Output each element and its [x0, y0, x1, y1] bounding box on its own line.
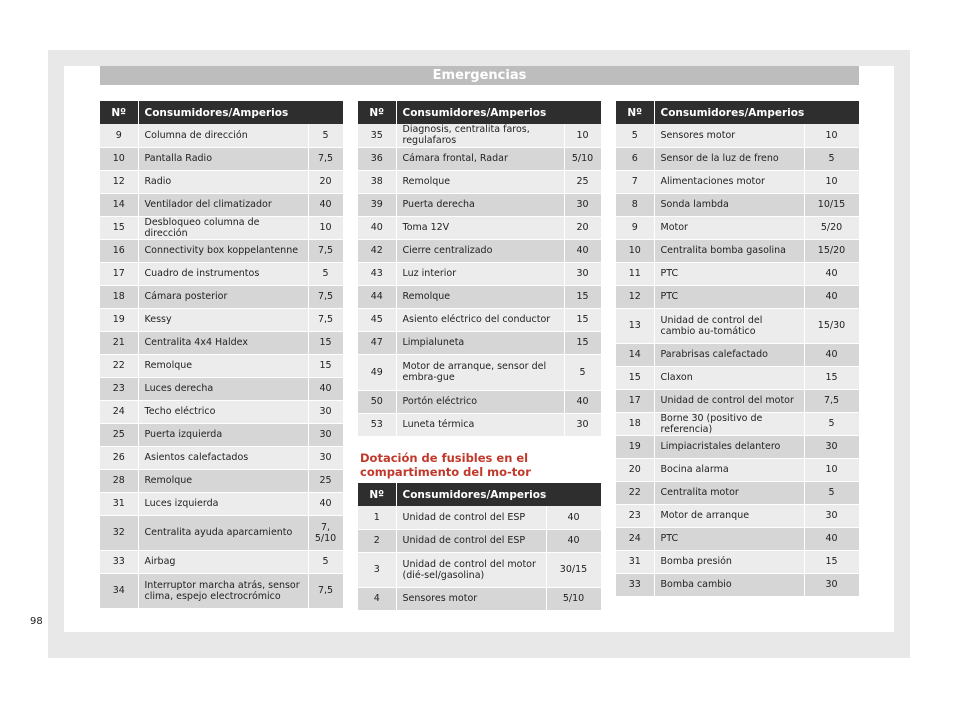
table-row	[100, 147, 343, 170]
amperage: 30	[564, 262, 601, 285]
amperage: 5/10	[564, 147, 601, 170]
col-header-num: Nº	[100, 101, 138, 124]
fuse-number: 12	[616, 285, 654, 308]
consumer-name: Remolque	[396, 170, 564, 193]
table-row	[358, 552, 601, 587]
amperage: 40	[546, 506, 601, 529]
fuse-number: 17	[100, 262, 138, 285]
table-row	[616, 573, 859, 596]
table-row	[358, 193, 601, 216]
consumer-name: Columna de dirección	[138, 124, 308, 147]
amperage: 30	[308, 423, 343, 446]
fuse-number: 24	[100, 400, 138, 423]
consumer-name: PTC	[654, 527, 804, 550]
amperage: 10	[804, 458, 859, 481]
fuse-number: 32	[100, 515, 138, 550]
amperage: 30	[564, 193, 601, 216]
amperage: 15	[564, 331, 601, 354]
table-row	[358, 147, 601, 170]
fuse-number: 8	[616, 193, 654, 216]
table-row	[616, 124, 859, 147]
amperage: 10	[308, 216, 343, 239]
fuse-number: 39	[358, 193, 396, 216]
fuse-table-3	[358, 483, 602, 611]
amperage: 40	[804, 285, 859, 308]
consumer-name: Unidad de control del motor (dié-sel/gasolina)	[396, 552, 546, 587]
fuse-number: 49	[358, 354, 396, 390]
fuse-number: 10	[616, 239, 654, 262]
amperage: 40	[804, 262, 859, 285]
amperage: 15	[308, 354, 343, 377]
page-number: 98	[30, 616, 43, 627]
consumer-name: Limpiacristales delantero	[654, 435, 804, 458]
table-row	[358, 354, 601, 390]
consumer-name: Puerta izquierda	[138, 423, 308, 446]
table-row	[358, 331, 601, 354]
consumer-name: Sensores motor	[396, 587, 546, 610]
table-row	[100, 573, 343, 608]
amperage: 7,5	[308, 147, 343, 170]
col-header-num: Nº	[616, 101, 654, 124]
amperage: 15/20	[804, 239, 859, 262]
fuse-table-1	[100, 101, 344, 609]
table-row	[100, 469, 343, 492]
table-row	[358, 124, 601, 147]
consumer-name: Diagnosis, centralita faros, regulafaros	[396, 124, 564, 147]
amperage: 30	[308, 446, 343, 469]
fuse-number: 36	[358, 147, 396, 170]
table-row	[616, 216, 859, 239]
table-row	[358, 587, 601, 610]
consumer-name: Remolque	[396, 285, 564, 308]
amperage: 30	[804, 573, 859, 596]
amperage: 15/30	[804, 308, 859, 343]
fuse-number: 34	[100, 573, 138, 608]
table-row	[100, 170, 343, 193]
fuse-number: 38	[358, 170, 396, 193]
consumer-name: Centralita bomba gasolina	[654, 239, 804, 262]
amperage: 15	[564, 308, 601, 331]
amperage: 5	[804, 147, 859, 170]
table-row	[100, 446, 343, 469]
amperage: 5	[308, 550, 343, 573]
consumer-name: Centralita ayuda aparcamiento	[138, 515, 308, 550]
col-header-num: Nº	[358, 101, 396, 124]
table-row	[358, 285, 601, 308]
amperage: 40	[308, 377, 343, 400]
consumer-name: Unidad de control del cambio au-tomático	[654, 308, 804, 343]
fuse-number: 18	[616, 412, 654, 435]
amperage: 5/10	[546, 587, 601, 610]
amperage: 30	[564, 413, 601, 436]
consumer-name: Limpialuneta	[396, 331, 564, 354]
table-row	[358, 216, 601, 239]
table-row	[100, 492, 343, 515]
fuse-number: 17	[616, 389, 654, 412]
fuse-number: 22	[616, 481, 654, 504]
consumer-name: Centralita motor	[654, 481, 804, 504]
fuse-number: 33	[616, 573, 654, 596]
table-row	[358, 239, 601, 262]
table-row	[616, 504, 859, 527]
table-row	[616, 193, 859, 216]
amperage: 7, 5/10	[308, 515, 343, 550]
consumer-name: Cierre centralizado	[396, 239, 564, 262]
fuse-number: 23	[100, 377, 138, 400]
consumer-name: Luneta térmica	[396, 413, 564, 436]
fuse-table-4	[616, 101, 860, 597]
table-row	[100, 550, 343, 573]
consumer-name: Motor	[654, 216, 804, 239]
table-row	[100, 193, 343, 216]
table-row	[358, 529, 601, 552]
fuse-number: 43	[358, 262, 396, 285]
consumer-name: Asientos calefactados	[138, 446, 308, 469]
fuse-number: 47	[358, 331, 396, 354]
amperage: 15	[564, 285, 601, 308]
amperage: 40	[546, 529, 601, 552]
fuse-number: 25	[100, 423, 138, 446]
consumer-name: Luces derecha	[138, 377, 308, 400]
amperage: 25	[564, 170, 601, 193]
amperage: 10/15	[804, 193, 859, 216]
amperage: 7,5	[308, 308, 343, 331]
table-row	[100, 423, 343, 446]
fuse-number: 14	[616, 343, 654, 366]
table-row	[616, 366, 859, 389]
table-row	[100, 377, 343, 400]
amperage: 30	[308, 400, 343, 423]
fuse-number: 1	[358, 506, 396, 529]
fuse-number: 28	[100, 469, 138, 492]
fuse-number: 11	[616, 262, 654, 285]
fuse-number: 5	[616, 124, 654, 147]
consumer-name: Kessy	[138, 308, 308, 331]
table-row	[100, 239, 343, 262]
fuse-number: 14	[100, 193, 138, 216]
table-row	[616, 343, 859, 366]
consumer-name: Techo eléctrico	[138, 400, 308, 423]
consumer-name: Sensores motor	[654, 124, 804, 147]
amperage: 5	[308, 124, 343, 147]
col-header-consumer: Consumidores/Amperios	[396, 101, 601, 124]
fuse-number: 50	[358, 390, 396, 413]
consumer-name: Unidad de control del ESP	[396, 529, 546, 552]
fuse-number: 3	[358, 552, 396, 587]
amperage: 20	[564, 216, 601, 239]
consumer-name: Connectivity box koppelantenne	[138, 239, 308, 262]
amperage: 15	[804, 550, 859, 573]
fuse-number: 23	[616, 504, 654, 527]
amperage: 30	[804, 435, 859, 458]
consumer-name: Portón eléctrico	[396, 390, 564, 413]
fuse-number: 31	[100, 492, 138, 515]
amperage: 5	[564, 354, 601, 390]
amperage: 40	[308, 193, 343, 216]
col-header-consumer: Consumidores/Amperios	[138, 101, 343, 124]
consumer-name: PTC	[654, 285, 804, 308]
col-header-num: Nº	[358, 483, 396, 506]
fuse-number: 31	[616, 550, 654, 573]
consumer-name: Parabrisas calefactado	[654, 343, 804, 366]
table-row	[616, 239, 859, 262]
table-row	[100, 308, 343, 331]
amperage: 5	[804, 481, 859, 504]
fuse-number: 44	[358, 285, 396, 308]
table-row	[616, 435, 859, 458]
table-row	[100, 331, 343, 354]
table-row	[358, 170, 601, 193]
table-row	[616, 262, 859, 285]
fuse-number: 15	[616, 366, 654, 389]
table-row	[616, 412, 859, 435]
fuse-table-2	[358, 101, 602, 437]
amperage: 7,5	[804, 389, 859, 412]
consumer-name: PTC	[654, 262, 804, 285]
consumer-name: Centralita 4x4 Haldex	[138, 331, 308, 354]
amperage: 10	[564, 124, 601, 147]
table-row	[616, 389, 859, 412]
fuse-number: 45	[358, 308, 396, 331]
fuse-number: 9	[616, 216, 654, 239]
amperage: 30	[804, 504, 859, 527]
amperage: 15	[804, 366, 859, 389]
consumer-name: Motor de arranque, sensor del embra-gue	[396, 354, 564, 390]
amperage: 15	[308, 331, 343, 354]
consumer-name: Unidad de control del ESP	[396, 506, 546, 529]
fuse-number: 4	[358, 587, 396, 610]
amperage: 40	[308, 492, 343, 515]
fuse-number: 12	[100, 170, 138, 193]
consumer-name: Unidad de control del motor	[654, 389, 804, 412]
consumer-name: Airbag	[138, 550, 308, 573]
consumer-name: Desbloqueo columna de dirección	[138, 216, 308, 239]
col-header-consumer: Consumidores/Amperios	[396, 483, 601, 506]
amperage: 10	[804, 124, 859, 147]
amperage: 5	[308, 262, 343, 285]
consumer-name: Bocina alarma	[654, 458, 804, 481]
table-row	[616, 481, 859, 504]
amperage: 25	[308, 469, 343, 492]
table-row	[100, 124, 343, 147]
fuse-number: 42	[358, 239, 396, 262]
amperage: 30/15	[546, 552, 601, 587]
consumer-name: Pantalla Radio	[138, 147, 308, 170]
table-row	[616, 285, 859, 308]
amperage: 7,5	[308, 285, 343, 308]
consumer-name: Luces izquierda	[138, 492, 308, 515]
fuse-number: 18	[100, 285, 138, 308]
table-row	[100, 216, 343, 239]
consumer-name: Interruptor marcha atrás, sensor clima, espejo electrocrómico	[138, 573, 308, 608]
fuse-number: 9	[100, 124, 138, 147]
amperage: 10	[804, 170, 859, 193]
consumer-name: Claxon	[654, 366, 804, 389]
fuse-number: 35	[358, 124, 396, 147]
amperage: 20	[308, 170, 343, 193]
amperage: 40	[804, 527, 859, 550]
fuse-number: 53	[358, 413, 396, 436]
amperage: 40	[564, 390, 601, 413]
amperage: 5/20	[804, 216, 859, 239]
amperage: 7,5	[308, 239, 343, 262]
table-row	[616, 147, 859, 170]
amperage: 7,5	[308, 573, 343, 608]
section-header: Emergencias	[100, 66, 859, 85]
fuse-number: 16	[100, 239, 138, 262]
consumer-name: Cámara frontal, Radar	[396, 147, 564, 170]
consumer-name: Asiento eléctrico del conductor	[396, 308, 564, 331]
fuse-number: 20	[616, 458, 654, 481]
consumer-name: Ventilador del climatizador	[138, 193, 308, 216]
consumer-name: Luz interior	[396, 262, 564, 285]
consumer-name: Sonda lambda	[654, 193, 804, 216]
table-row	[100, 285, 343, 308]
table-row	[100, 262, 343, 285]
table-row	[358, 262, 601, 285]
fuse-number: 15	[100, 216, 138, 239]
fuse-number: 22	[100, 354, 138, 377]
amperage: 40	[804, 343, 859, 366]
table-row	[100, 400, 343, 423]
amperage: 5	[804, 412, 859, 435]
table-row	[358, 506, 601, 529]
table-row	[358, 390, 601, 413]
table-row	[616, 308, 859, 343]
fuse-number: 26	[100, 446, 138, 469]
table-row	[358, 308, 601, 331]
fuse-number: 33	[100, 550, 138, 573]
consumer-name: Motor de arranque	[654, 504, 804, 527]
consumer-name: Remolque	[138, 354, 308, 377]
fuse-number: 13	[616, 308, 654, 343]
table-row	[616, 550, 859, 573]
table-row	[358, 413, 601, 436]
consumer-name: Radio	[138, 170, 308, 193]
consumer-name: Alimentaciones motor	[654, 170, 804, 193]
fuse-number: 24	[616, 527, 654, 550]
fuse-number: 10	[100, 147, 138, 170]
fuse-number: 7	[616, 170, 654, 193]
consumer-name: Puerta derecha	[396, 193, 564, 216]
table-row	[100, 354, 343, 377]
consumer-name: Sensor de la luz de freno	[654, 147, 804, 170]
table-row	[616, 527, 859, 550]
fuse-number: 21	[100, 331, 138, 354]
engine-compartment-title: Dotación de fusibles en el compartimento del mo-tor	[360, 451, 531, 479]
consumer-name: Borne 30 (positivo de referencia)	[654, 412, 804, 435]
fuse-number: 19	[100, 308, 138, 331]
consumer-name: Cuadro de instrumentos	[138, 262, 308, 285]
table-row	[616, 458, 859, 481]
fuse-number: 40	[358, 216, 396, 239]
consumer-name: Toma 12V	[396, 216, 564, 239]
fuse-number: 19	[616, 435, 654, 458]
consumer-name: Bomba cambio	[654, 573, 804, 596]
consumer-name: Remolque	[138, 469, 308, 492]
fuse-number: 6	[616, 147, 654, 170]
consumer-name: Bomba presión	[654, 550, 804, 573]
table-row	[616, 170, 859, 193]
col-header-consumer: Consumidores/Amperios	[654, 101, 859, 124]
consumer-name: Cámara posterior	[138, 285, 308, 308]
amperage: 40	[564, 239, 601, 262]
fuse-number: 2	[358, 529, 396, 552]
table-row	[100, 515, 343, 550]
